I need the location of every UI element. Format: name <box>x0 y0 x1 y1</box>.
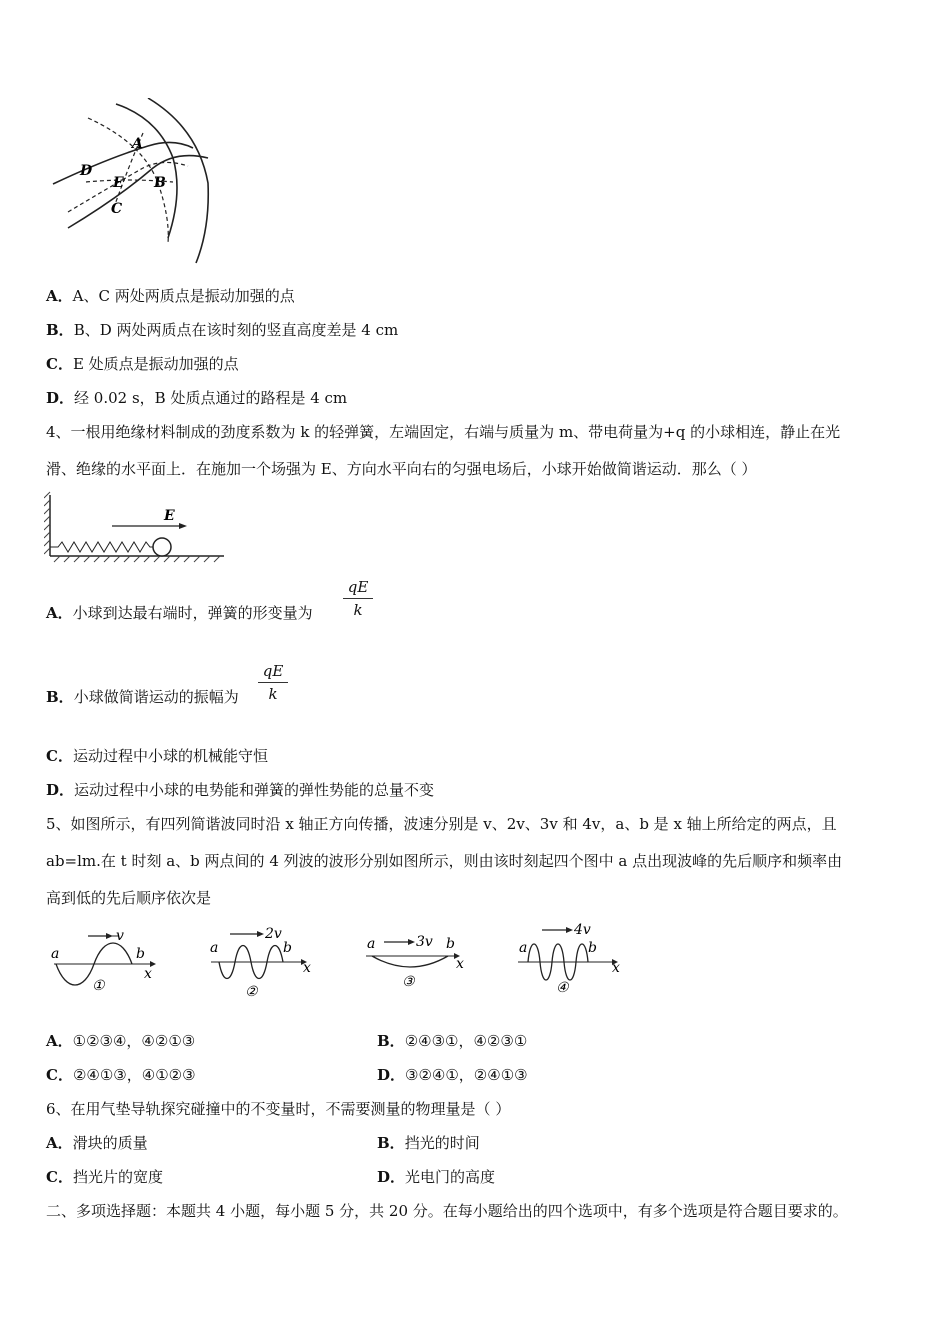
q3-option-a[interactable]: A．A、C 两处两质点是振动加强的点 <box>46 287 295 305</box>
q3-option-d[interactable]: D．经 0.02 s，B 处质点通过的路程是 4 cm <box>46 389 348 407</box>
wave4-num: ④ <box>556 980 569 996</box>
q5-option-a[interactable]: A．①②③④，④②①③ <box>46 1032 196 1050</box>
q5-stem-line3: 高到低的先后顺序依次是 <box>46 889 212 907</box>
q6-option-b[interactable]: B．挡光的时间 <box>377 1134 480 1152</box>
label-A: A <box>132 136 143 152</box>
wave2-a: a <box>210 940 219 956</box>
section2-heading: 二、多项选择题：本题共 4 小题，每小题 5 分，共 20 分。在每小题给出的四个选项中，有多个选项是符合题目要求的。 <box>46 1202 848 1220</box>
q3-option-c[interactable]: C．E 处质点是振动加强的点 <box>46 355 239 373</box>
q4-option-c[interactable]: C．运动过程中小球的机械能守恒 <box>46 747 268 765</box>
q6-option-c[interactable]: C．挡光片的宽度 <box>46 1168 163 1186</box>
wave2-speed: 2v <box>265 926 282 942</box>
q3-option-b[interactable]: B．B、D 两处两质点在该时刻的竖直高度差是 4 cm <box>46 321 399 339</box>
wave4-a: a <box>519 940 528 956</box>
label-D: D <box>80 163 93 179</box>
wave3-b: b <box>446 936 455 952</box>
q5-stem-line2: ab=lm.在 t 时刻 a、b 两点间的 4 列波的波形分别如图所示，则由该时刻起四个图中 a 点出现波峰的先后顺序和频率由 <box>46 852 843 870</box>
wave1-speed: v <box>116 928 124 944</box>
q4-option-b[interactable]: B．小球做简谐运动的振幅为 <box>46 688 239 706</box>
wave2-num: ② <box>245 984 258 1000</box>
wave-figure-4 <box>514 918 634 996</box>
q6-option-d[interactable]: D．光电门的高度 <box>377 1168 496 1186</box>
q5-stem-line1: 5、如图所示，有四列简谐波同时沿 x 轴正方向传播，波速分别是 v、2v、3v 和 4v，a、b 是 x 轴上所给定的两点，且 <box>46 815 837 833</box>
wave-figure-2 <box>205 922 325 1000</box>
q5-option-c[interactable]: C．②④①③，④①②③ <box>46 1066 196 1084</box>
q4-option-d[interactable]: D．运动过程中小球的电势能和弹簧的弹性势能的总量不变 <box>46 781 435 799</box>
wave-figure-1 <box>46 922 166 994</box>
wave1-a: a <box>51 946 60 962</box>
wave3-num: ③ <box>402 974 415 990</box>
wave-figure-3 <box>362 922 482 994</box>
wave2-x: x <box>303 960 311 976</box>
q4-option-a[interactable]: A．小球到达最右端时，弹簧的形变量为 <box>46 604 313 622</box>
q4-stem-line2: 滑、绝缘的水平面上．在施加一个场强为 E、方向水平向右的匀强电场后，小球开始做简谐运动．那么（ ） <box>46 460 757 478</box>
interference-figure <box>48 98 218 268</box>
wave4-speed: 4v <box>574 922 591 938</box>
q4-fraction-b: $\frac{qE}{k}$ <box>258 662 288 703</box>
spring-figure <box>44 490 229 565</box>
q5-option-d[interactable]: D．③②④①，②④①③ <box>377 1066 528 1084</box>
label-E: E <box>113 175 124 191</box>
q5-option-b[interactable]: B．②④③①，④②③① <box>377 1032 528 1050</box>
wave2-b: b <box>283 940 292 956</box>
wave4-b: b <box>588 940 597 956</box>
wave3-a: a <box>367 936 376 952</box>
wave4-x: x <box>612 960 620 976</box>
q4-stem-line1: 4、一根用绝缘材料制成的劲度系数为 k 的轻弹簧，左端固定，右端与质量为 m、带电荷量为+q 的小球相连，静止在光 <box>46 423 841 441</box>
q6-option-a[interactable]: A．滑块的质量 <box>46 1134 148 1152</box>
wave3-x: x <box>456 956 464 972</box>
wave1-b: b <box>136 946 145 962</box>
label-B: B <box>154 175 166 191</box>
label-C: C <box>111 201 123 217</box>
field-label-e: E <box>164 508 175 524</box>
q4-fraction-a: $\frac{qE}{k}$ <box>343 578 373 619</box>
q6-stem: 6、在用气垫导轨探究碰撞中的不变量时，不需要测量的物理量是（ ） <box>46 1100 511 1118</box>
wave3-speed: 3v <box>416 934 433 950</box>
wave1-num: ① <box>92 978 105 994</box>
wave1-x: x <box>144 966 152 982</box>
